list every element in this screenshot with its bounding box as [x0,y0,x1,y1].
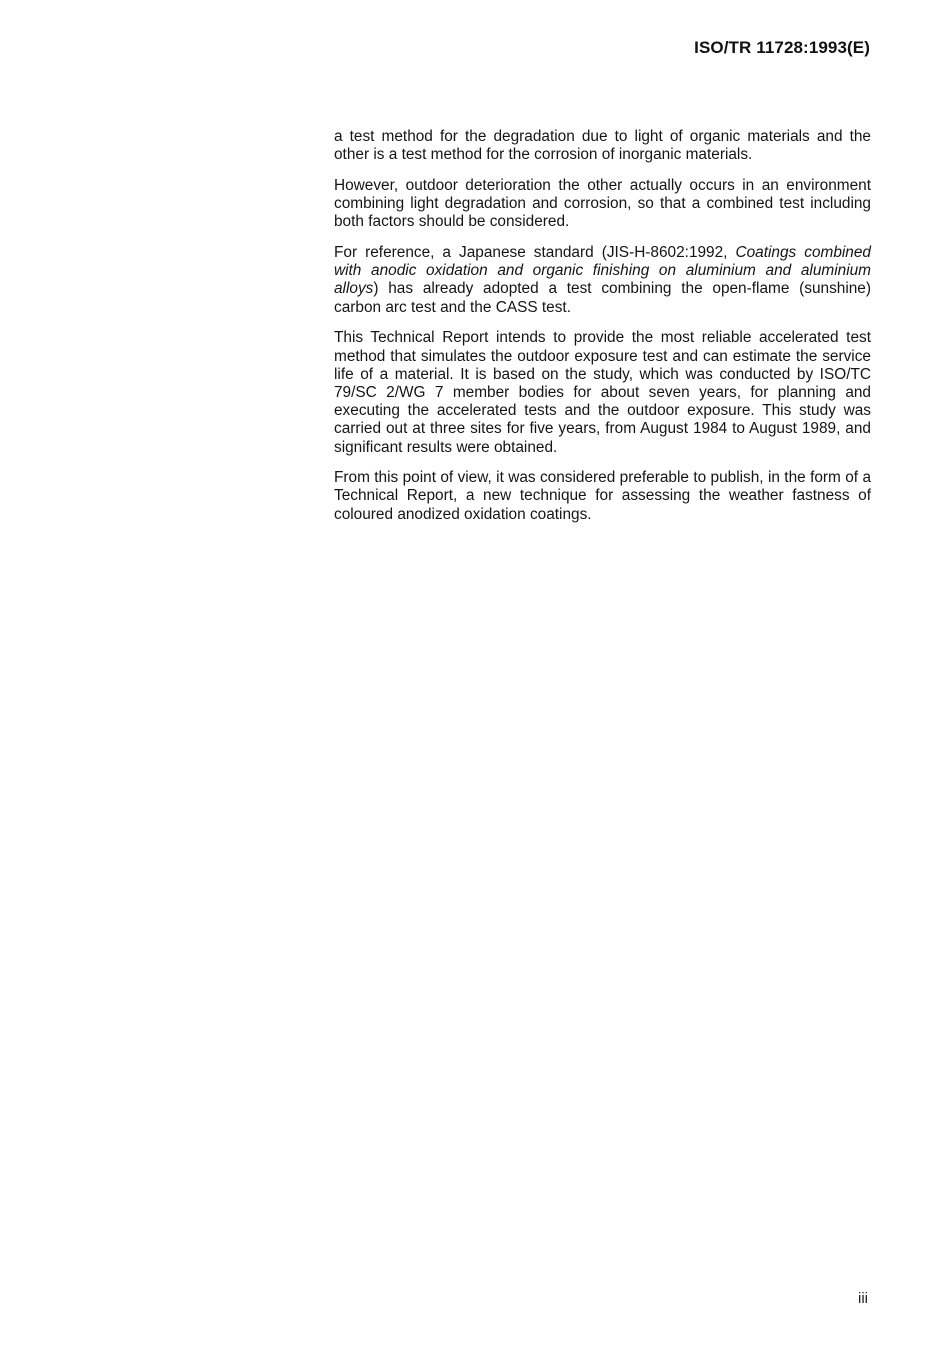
paragraph-japanese-standard [334,244,871,317]
paragraph-technical-report-purpose: This Technical Report intends to provide the most reliable accelerated test method that simulates the outdoor exposure test and can estimate the service life of a material. It is based on the study, which was conducted by ISO/TC 79/SC 2/WG 7 member bodies for about seven years, for planning and executing the accelerated tests and the outdoor exposure. This study was carried out at three sites for five years, from August 1984 to August 1989, and significant results were obtained. [334,329,871,456]
reference-outro-text: ) has already adopted a test combining the open-flame (sunshine) carbon arc test and the CASS test. [334,280,871,316]
paragraph-outdoor-deterioration: However, outdoor deterioration the other actually occurs in an environment combining light degradation and corrosion, so that a combined test including both factors should be considered. [334,176,871,231]
paragraph-test-methods: a test method for the degradation due to light of organic materials and the other is a test method for the corrosion of inorganic materials. [334,128,871,164]
document-id-header: ISO/TR 11728:1993(E) [694,38,870,57]
reference-intro-text: For reference, a Japanese standard (JIS-H-8602:1992, [334,244,736,262]
paragraph-conclusion: From this point of view, it was considered preferable to publish, in the form of a Technical Report, a new technique for assessing the weather fastness of coloured anodized oxidation coatings. [334,469,871,523]
page-number: iii [858,1290,868,1307]
foreword-body [334,128,871,536]
standard-title: Coatings combined with anodic oxidation and organic finishing on aluminium and aluminium alloys [334,244,871,298]
